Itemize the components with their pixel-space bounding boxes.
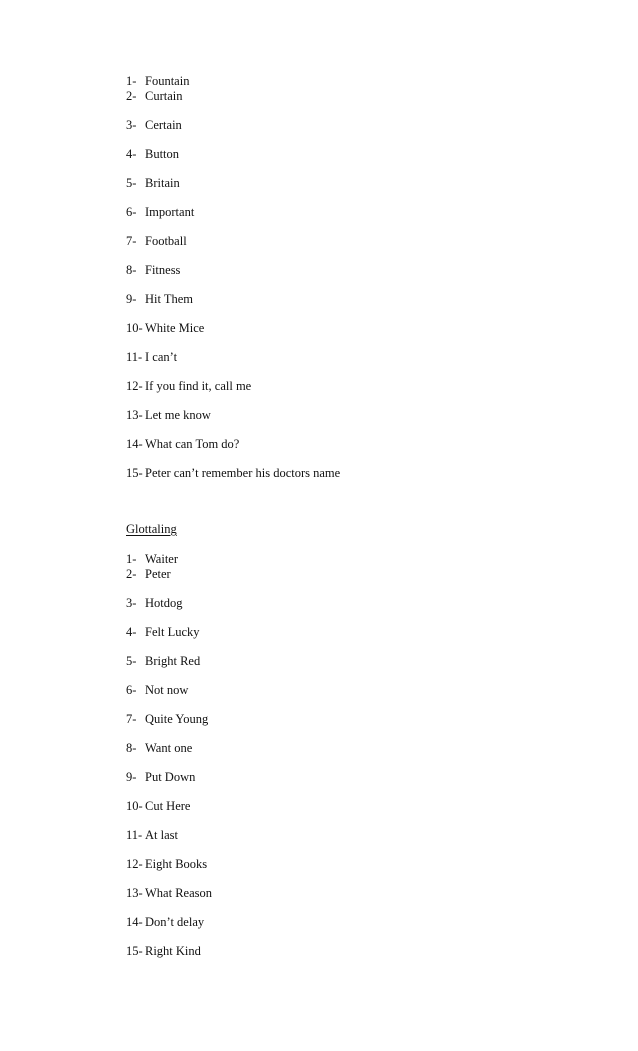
item-number: 5- [126,175,137,190]
item-number: 6- [126,682,137,697]
item-number: 14- [126,436,143,451]
item-number: 1- [126,74,137,88]
item-text: Curtain [145,88,183,103]
item-number: 10- [126,320,143,335]
list-item [126,176,340,205]
item-number: 12- [126,856,143,871]
list-item [126,596,212,625]
item-text: Waiter [145,552,179,566]
item-text: Peter [145,566,171,581]
list-item [126,379,340,408]
list-item [126,683,212,712]
item-number: 9- [126,769,137,784]
item-number: 1- [126,552,137,566]
list-item [126,857,212,886]
item-text: Certain [145,117,182,132]
item-number: 12- [126,378,143,393]
list-item [126,567,212,596]
item-number: 10- [126,798,143,813]
item-text: If you find it, call me [145,378,252,393]
list-item [126,234,340,263]
item-text: What Reason [145,885,212,900]
item-text: Quite Young [145,711,209,726]
item-text: Fitness [145,262,181,277]
item-number: 3- [126,117,137,132]
item-number: 7- [126,233,137,248]
item-number: 13- [126,407,143,422]
item-number: 15- [126,465,143,480]
list-item [126,118,340,147]
list-item [126,625,212,654]
list-item [126,321,340,350]
section-heading-glottaling: Glottaling [126,522,177,536]
item-number: 4- [126,624,137,639]
item-text: Fountain [145,74,190,88]
list-item [126,89,340,118]
list-item [126,74,340,89]
item-text: Don’t delay [145,914,205,929]
item-text: Not now [145,682,189,697]
list-item [126,552,212,567]
list-item [126,712,212,741]
item-number: 15- [126,943,143,958]
item-number: 6- [126,204,137,219]
item-number: 8- [126,740,137,755]
item-text: Eight Books [145,856,208,871]
list-item [126,263,340,292]
item-number: 13- [126,885,143,900]
item-text: Hit Them [145,291,194,306]
item-text: What can Tom do? [145,436,240,451]
list-item [126,292,340,321]
item-number: 5- [126,653,137,668]
list-item [126,799,212,828]
item-text: White Mice [145,320,205,335]
item-text: Felt Lucky [145,624,200,639]
item-number: 3- [126,595,137,610]
item-text: Right Kind [145,943,201,958]
list-item [126,408,340,437]
item-number: 2- [126,88,137,103]
list-item [126,205,340,234]
list-item [126,944,212,973]
list-item [126,466,340,495]
item-text: Let me know [145,407,211,422]
list-item [126,350,340,379]
item-text: Cut Here [145,798,191,813]
list-item [126,770,212,799]
list-item [126,915,212,944]
item-text: Bright Red [145,653,201,668]
item-text: Peter can’t remember his doctors name [145,465,341,480]
item-text: At last [145,827,178,842]
item-text: Hotdog [145,595,183,610]
item-number: 14- [126,914,143,929]
item-text: Want one [145,740,193,755]
item-number: 7- [126,711,137,726]
list-item [126,828,212,857]
item-number: 9- [126,291,137,306]
item-number: 11- [126,827,143,842]
item-text: Football [145,233,187,248]
list-item [126,437,340,466]
item-number: 2- [126,566,137,581]
list-item [126,741,212,770]
list-item [126,886,212,915]
glottaling-list [126,552,212,973]
item-text: Button [145,146,180,161]
item-text: Britain [145,175,180,190]
item-text: I can’t [145,349,178,364]
practice-list [126,74,340,495]
item-text: Important [145,204,195,219]
list-item [126,147,340,176]
item-text: Put Down [145,769,196,784]
item-number: 8- [126,262,137,277]
list-item [126,654,212,683]
item-number: 11- [126,349,143,364]
item-number: 4- [126,146,137,161]
